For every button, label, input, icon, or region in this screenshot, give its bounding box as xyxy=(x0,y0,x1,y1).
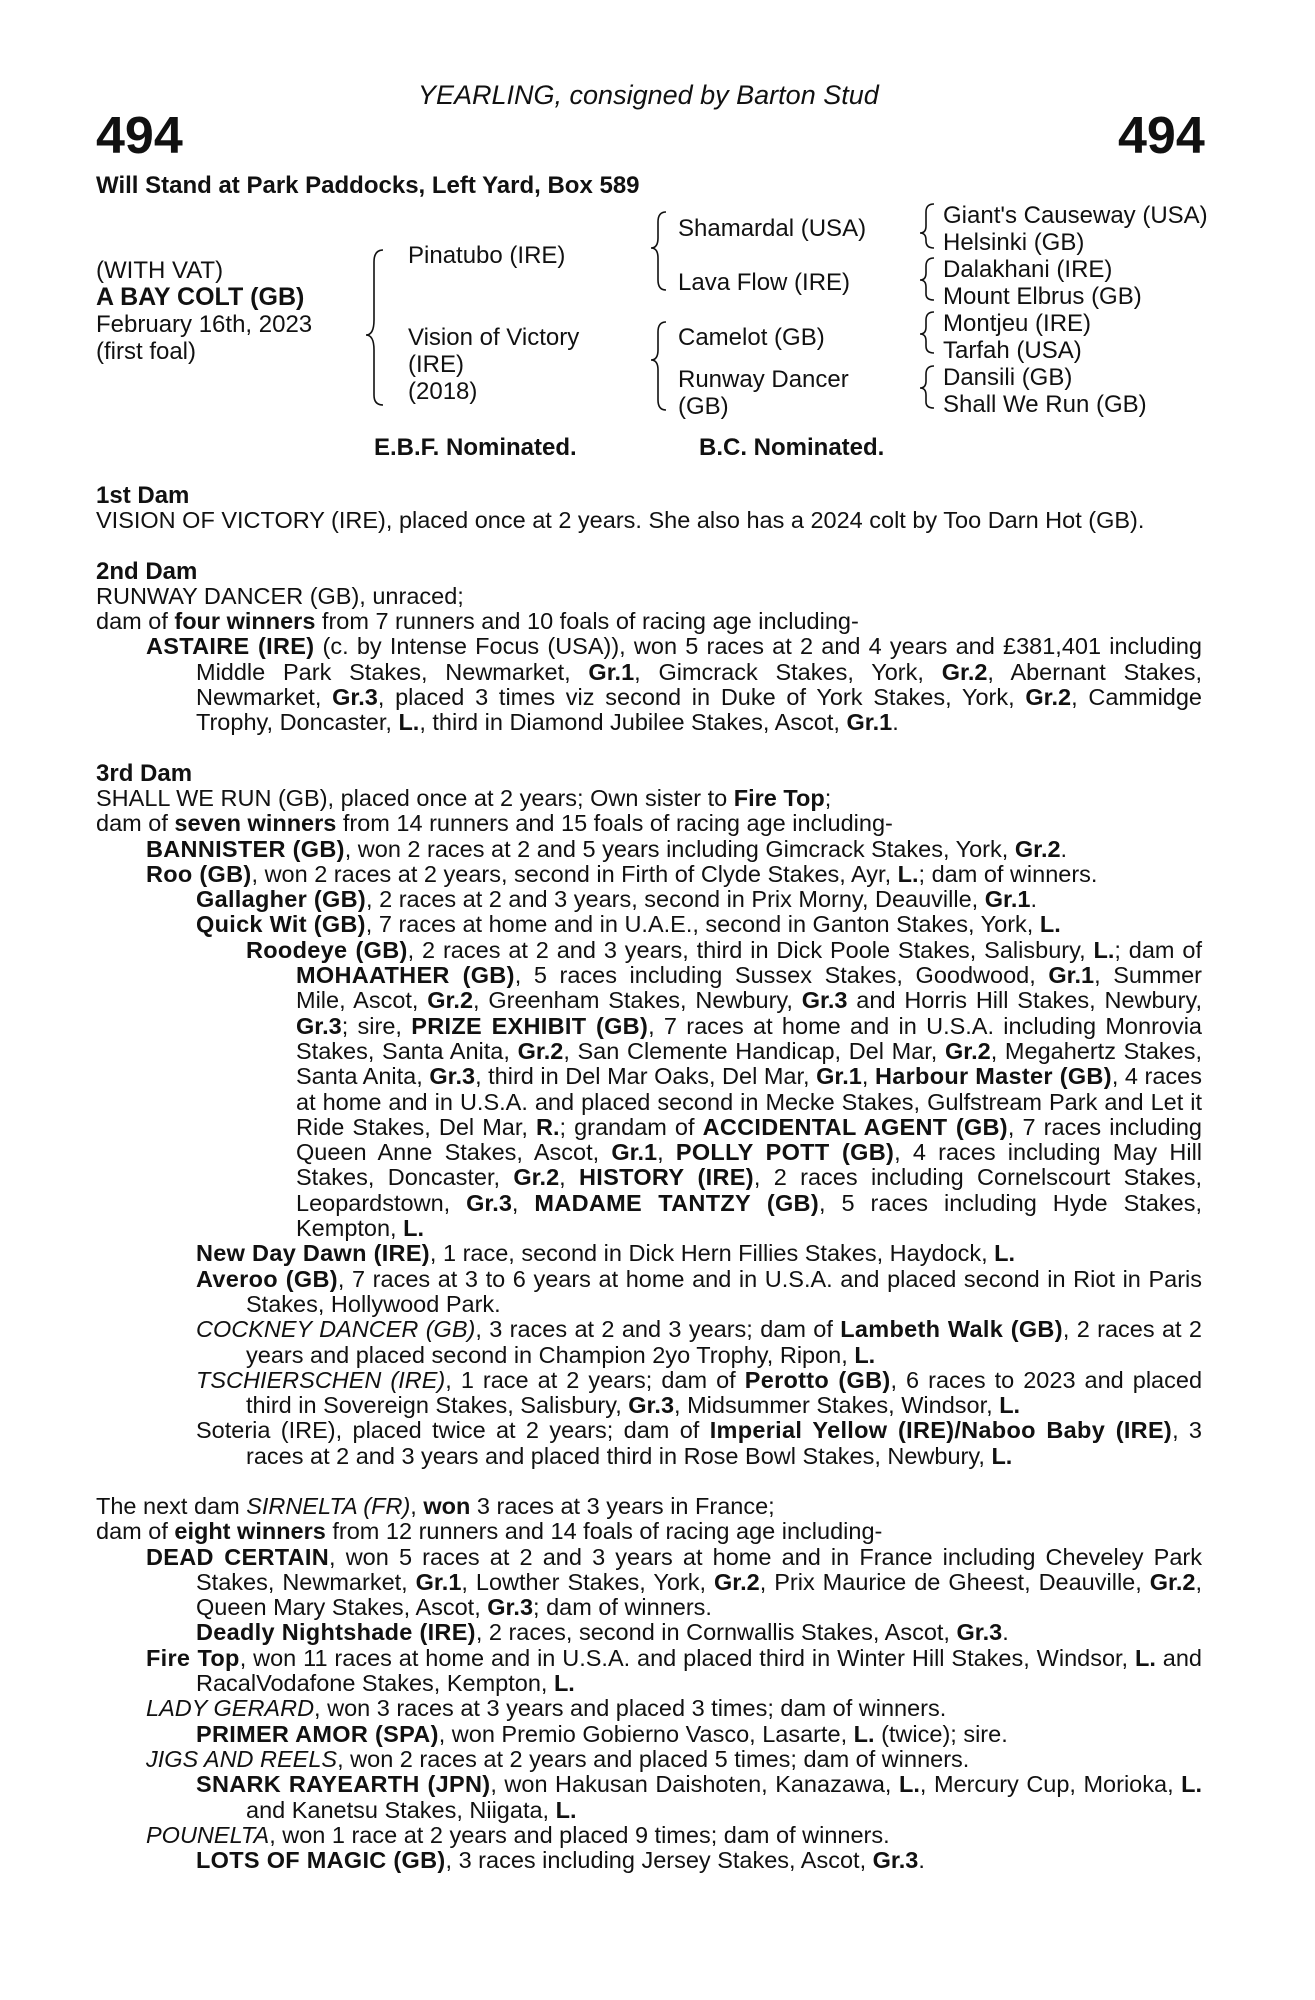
sire: Pinatubo (IRE) xyxy=(408,242,566,269)
jigs-entry: JIGS AND REELS, won 2 races at 2 years and placed 5 times; dam of winners. xyxy=(146,1745,970,1772)
dam2-line2: dam of four winners from 7 runners and 10 foals of racing age including- xyxy=(96,608,859,635)
horse-dob: February 16th, 2023 xyxy=(96,311,313,338)
dam-sire: Camelot (GB) xyxy=(678,324,825,351)
lot-number-left: 494 xyxy=(96,107,183,165)
roodeye-entry: Roodeye (GB), 2 races at 2 and 3 years, third in Dick Poole Stakes, Salisbury, L.; dam of MOHAATHER (GB), 5 races including Sussex Stakes, Goodwood, Gr.1, Summer Mile, Ascot, Gr.2, Greenham Stakes, Newbury, Gr.3 and Horris Hill Stakes, Newbury, Gr.3; sire, PRIZE EXHIBIT (GB), 7 races at home and in U.S.A. including Monrovia Stakes, Santa Anita, Gr.2, San Clemente Handicap, Del Mar, Gr.2, Megahertz Stakes, Santa Anita, Gr.3, third in Del Mar Oaks, Del Mar, Gr.1, Harbour Master (GB), 4 races at home and in U.S.A. and placed second in Mecke Stakes, Gulfstream Park and Let it Ride Stakes, Del Mar, R.; grandam of ACCIDENTAL AGENT (GB), 7 races including Queen Anne Stakes, Ascot, Gr.1, POLLY POTT (GB), 4 races including May Hill Stakes, Doncaster, Gr.2, HISTORY (IRE), 2 races including Cornelscourt Stakes, Leopardstown, Gr.3, MADAME TANTZY (GB), 5 races including Hyde Stakes, Kempton, L. xyxy=(246,936,1203,1242)
horse-name: A BAY COLT (GB) xyxy=(96,283,305,311)
dam3-heading: 3rd Dam xyxy=(96,759,193,787)
dam1-text: VISION OF VICTORY (IRE), placed once at 2 years. She also has a 2024 colt by Too Darn Hot (GB). xyxy=(96,507,1145,534)
dam-dam-dam: Shall We Run (GB) xyxy=(943,391,1147,418)
lot-number-right: 494 xyxy=(1118,107,1205,165)
dam-sire-dam: Tarfah (USA) xyxy=(943,337,1082,364)
dam2-line1: RUNWAY DANCER (GB), unraced; xyxy=(96,582,464,609)
dam-line: (IRE) xyxy=(408,351,464,378)
dam1-heading: 1st Dam xyxy=(96,482,190,509)
fire-top-entry: Fire Top, won 11 races at home and in U.S.A. and placed third in Winter Hill Stakes, Windsor, L. and RacalVodafone Stakes, Kempton, L. xyxy=(146,1644,1202,1697)
dam2-heading: 2nd Dam xyxy=(96,557,198,585)
tschierschen-entry: TSCHIERSCHEN (IRE), 1 race at 2 years; dam of Perotto (GB), 6 races to 2023 and placed third in Sovereign Stakes, Salisbury, Gr.3, Midsummer Stakes, Windsor, L. xyxy=(196,1366,1203,1419)
dam-sire-sire: Montjeu (IRE) xyxy=(943,310,1092,337)
dead-certain-entry: DEAD CERTAIN, won 5 races at 2 and 3 years at home and in France including Cheveley Park Stakes, Newmarket, Gr.1, Lowther Stakes, York, Gr.2, Prix Maurice de Gheest, Deauville, Gr.2, Queen Mary Stakes, Ascot, Gr.3; dam of winners. xyxy=(146,1543,1202,1621)
dam-dam-sire: Dansili (GB) xyxy=(943,364,1073,391)
lady-gerard-entry: LADY GERARD, won 3 races at 3 years and placed 3 times; dam of winners. xyxy=(146,1695,947,1722)
horse-note: (first foal) xyxy=(96,338,197,365)
stand-location: Will Stand at Park Paddocks, Left Yard, Box 589 xyxy=(96,172,640,199)
sire-sire-sire: Giant's Causeway (USA) xyxy=(943,202,1208,229)
sire-dam: Lava Flow (IRE) xyxy=(678,269,851,296)
bannister-entry: BANNISTER (GB), won 2 races at 2 and 5 years including Gimcrack Stakes, York, Gr.2. xyxy=(146,835,1068,862)
dam-line: Vision of Victory xyxy=(408,324,580,351)
nextdam-line1: The next dam SIRNELTA (FR), won 3 races at 3 years in France; xyxy=(96,1492,775,1519)
soteria-entry: Soteria (IRE), placed twice at 2 years; dam of Imperial Yellow (IRE)/Naboo Baby (IRE), 3 races at 2 and 3 years and placed third in Rose Bowl Stakes, Newbury, L. xyxy=(196,1417,1203,1469)
primer-amor-entry: PRIMER AMOR (SPA), won Premio Gobierno Vasco, Lasarte, L. (twice); sire. xyxy=(196,1720,1008,1747)
sire-dam-sire: Dalakhani (IRE) xyxy=(943,256,1113,283)
dam-line: (2018) xyxy=(408,378,478,405)
sire-sire: Shamardal (USA) xyxy=(678,215,867,242)
dam3-line1: SHALL WE RUN (GB), placed once at 2 years; Own sister to Fire Top; xyxy=(96,784,832,811)
ebf-nomination: E.B.F. Nominated. xyxy=(374,434,577,461)
produce-record xyxy=(96,483,1202,1873)
astaire-entry: ASTAIRE (IRE) (c. by Intense Focus (USA)), won 5 races at 2 and 4 years and £381,401 including Middle Park Stakes, Newmarket, Gr.1, Gimcrack Stakes, York, Gr.2, Abernant Stakes, Newmarket, Gr.3, placed 3 times viz second in Duke of York Stakes, York, Gr.2, Cammidge Trophy, Doncaster, L., third in Diamond Jubilee Stakes, Ascot, Gr.1. xyxy=(146,633,1203,736)
lots-of-magic-entry: LOTS OF MAGIC (GB), 3 races including Jersey Stakes, Ascot, Gr.3. xyxy=(196,1847,925,1874)
averoo-entry: Averoo (GB), 7 races at 3 to 6 years at home and in U.S.A. and placed second in Riot in Paris Stakes, Hollywood Park. xyxy=(196,1265,1202,1317)
pounelta-entry: POUNELTA, won 1 race at 2 years and placed 9 times; dam of winners. xyxy=(146,1821,890,1848)
sire-sire-dam: Helsinki (GB) xyxy=(943,229,1085,256)
gallagher-entry: Gallagher (GB), 2 races at 2 and 3 years, second in Prix Morny, Deauville, Gr.1. xyxy=(196,886,1037,913)
quickwit-entry: Quick Wit (GB), 7 races at home and in U.A.E., second in Ganton Stakes, York, L. xyxy=(196,911,1061,938)
consignor-subtitle: YEARLING, consigned by Barton Stud xyxy=(418,80,879,110)
nextdam-line2: dam of eight winners from 12 runners and 14 foals of racing age including- xyxy=(96,1518,883,1545)
dam-dam xyxy=(678,366,849,420)
dam-dam-line: Runway Dancer xyxy=(678,366,849,393)
dam-pedigree xyxy=(408,324,579,405)
dam-dam-line: (GB) xyxy=(678,393,729,420)
roo-entry: Roo (GB), won 2 races at 2 years, second in Firth of Clyde Stakes, Ayr, L.; dam of winners. xyxy=(146,860,1098,887)
vat-label: (WITH VAT) xyxy=(96,257,224,284)
dam3-line2: dam of seven winners from 14 runners and 15 foals of racing age including- xyxy=(96,810,893,837)
newday-entry: New Day Dawn (IRE), 1 race, second in Dick Hern Fillies Stakes, Haydock, L. xyxy=(196,1240,1016,1267)
bc-nomination: B.C. Nominated. xyxy=(699,434,885,461)
deadly-nightshade-entry: Deadly Nightshade (IRE), 2 races, second in Cornwallis Stakes, Ascot, Gr.3. xyxy=(196,1619,1009,1646)
snark-entry: SNARK RAYEARTH (JPN), won Hakusan Daishoten, Kanazawa, L., Mercury Cup, Morioka, L. and Kanetsu Stakes, Niigata, L. xyxy=(196,1771,1203,1823)
cockney-entry: COCKNEY DANCER (GB), 3 races at 2 and 3 years; dam of Lambeth Walk (GB), 2 races at 2 years and placed second in Champion 2yo Trophy, Ripon, L. xyxy=(196,1316,1202,1368)
sire-dam-dam: Mount Elbrus (GB) xyxy=(943,283,1142,310)
